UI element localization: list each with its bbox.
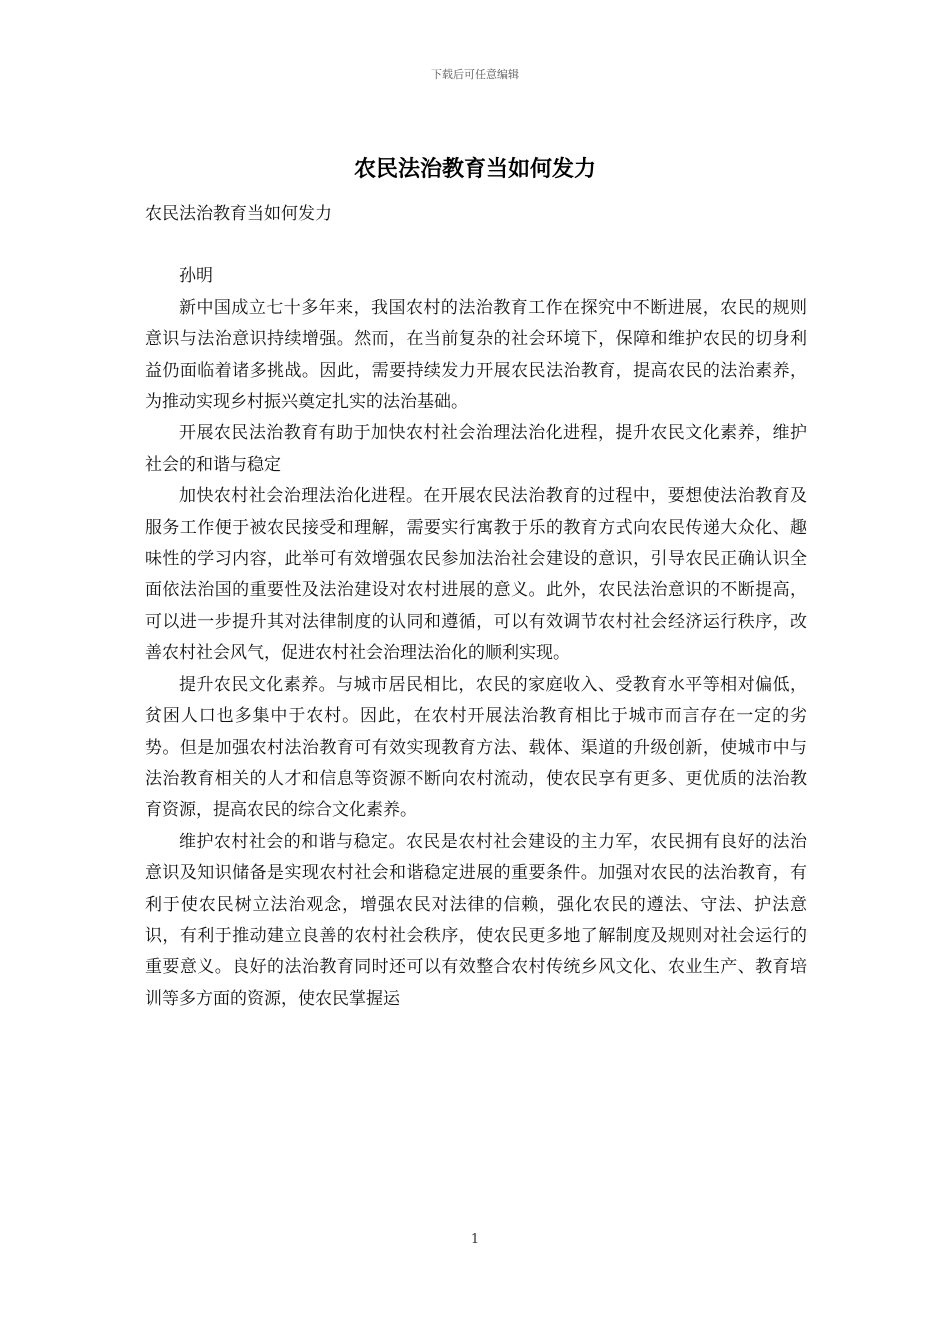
author-name: 孙明 [179,266,213,287]
paragraph: 加快农村社会治理法治化进程。在开展农民法治教育的过程中，要想使法治教育及服务工作便于被农民接受和理解，需要实行寓教于乐的教育方式向农民传递大众化、趣味性的学习内容，此举可有效增强农民参加法治社会建设的意识，引导农民正确认识全面依法治国的重要性及法治建设对农村进展的意义。此外，农民法治意识的不断提高，可以进一步提升其对法律制度的认同和遵循，可以有效调节农村社会经济运行秩序，改善农村社会风气，促进农村社会治理法治化的顺利实现。 [145,486,807,664]
paragraph: 新中国成立七十多年来，我国农村的法治教育工作在探究中不断进展，农民的规则意识与法治意识持续增强。然而，在当前复杂的社会环境下，保障和维护农民的切身利益仍面临着诸多挑战。因此，需要持续发力开展农民法治教育，提高农民的法治素养，为推动实现乡村振兴奠定扎实的法治基础。 [145,297,807,413]
document-body [145,199,807,1015]
document-title: 农民法治教育当如何发力 [353,156,596,182]
paragraph: 提升农民文化素养。与城市居民相比，农民的家庭收入、受教育水平等相对偏低，贫困人口也多集中于农村。因此，在农村开展法治教育相比于城市而言存在一定的劣势。但是加强农村法治教育可有效实现教育方法、载体、渠道的升级创新，使城市中与法治教育相关的人才和信息等资源不断向农村流动，使农民享有更多、更优质的法治教育资源，提高农民的综合文化素养。 [145,674,807,821]
blank-line [145,230,807,261]
paragraph: 维护农村社会的和谐与稳定。农民是农村社会建设的主力军，农民拥有良好的法治意识及知识储备是实现农村社会和谐稳定进展的重要条件。加强对农民的法治教育，有利于使农民树立法治观念，增强农民对法律的信赖，强化农民的遵法、守法、护法意识，有利于推动建立良善的农村社会秩序，使农民更多地了解制度及规则对社会运行的重要意义。良好的法治教育同时还可以有效整合农村传统乡风文化、农业生产、教育培训等多方面的资源，使农民掌握运 [145,831,807,1009]
section-heading: 开展农民法治教育有助于加快农村社会治理法治化进程，提升农民文化素养，维护社会的和谐与稳定 [145,423,807,475]
header-note: 下载后可任意编辑 [431,68,519,81]
page-number: 1 [470,1232,480,1247]
subtitle: 农民法治教育当如何发力 [145,204,332,224]
